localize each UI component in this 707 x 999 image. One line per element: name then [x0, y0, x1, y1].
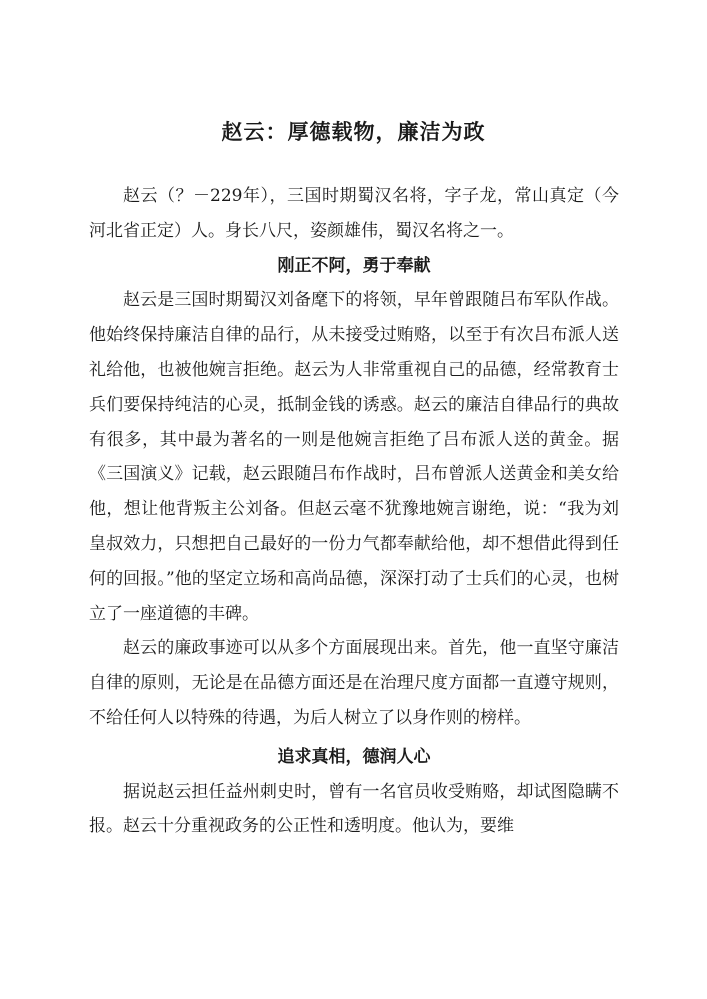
section1-paragraph-2: 赵云的廉政事迹可以从多个方面展现出来。首先，他一直坚守廉洁自律的原则，无论是在品德方面还是在治理尺度方面都一直遵守规则，不给任何人以特殊的待遇，为后人树立了以身作则的榜样。	[89, 638, 619, 728]
section-heading-1: 刚正不阿，勇于奉献	[277, 255, 431, 276]
document-title: 赵云：厚德载物，廉洁为政	[221, 119, 486, 144]
section1-paragraph-1: 赵云是三国时期蜀汉刘备麾下的将领，早年曾跟随吕布军队作战。他始终保持廉洁自律的品行，从未接受过贿赂，以至于有次吕布派人送礼给他，也被他婉言拒绝。赵云为人非常重视自己的品德，经常教育士兵们要保持纯洁的心灵，抵制金钱的诱惑。赵云的廉洁自律品行的典故有很多，其中最为著名的一则是他婉言拒绝了吕布派人送的黄金。据《三国演义》记载，赵云跟随吕布作战时，吕布曾派人送黄金和美女给他，想让他背叛主公刘备。但赵云毫不犹豫地婉言谢绝，说：“我为刘皇叔效力，只想把自己最好的一份力气都奉献给他，却不想借此得到任何的回报。”他的坚定立场和高尚品德，深深打动了士兵们的心灵，也树立了一座道德的丰碑。	[89, 290, 619, 624]
intro-paragraph: 赵云（？－229年），三国时期蜀汉名将，字子龙，常山真定（今河北省正定）人。身长八尺，姿颜雄伟，蜀汉名将之一。	[89, 186, 619, 241]
document-body	[89, 179, 619, 844]
section-heading-2: 追求真相，德润人心	[277, 746, 431, 767]
section2-paragraph-1: 据说赵云担任益州刺史时，曾有一名官员收受贿赂，却试图隐瞒不报。赵云十分重视政务的公正性和透明度。他认为，要维	[89, 781, 619, 837]
